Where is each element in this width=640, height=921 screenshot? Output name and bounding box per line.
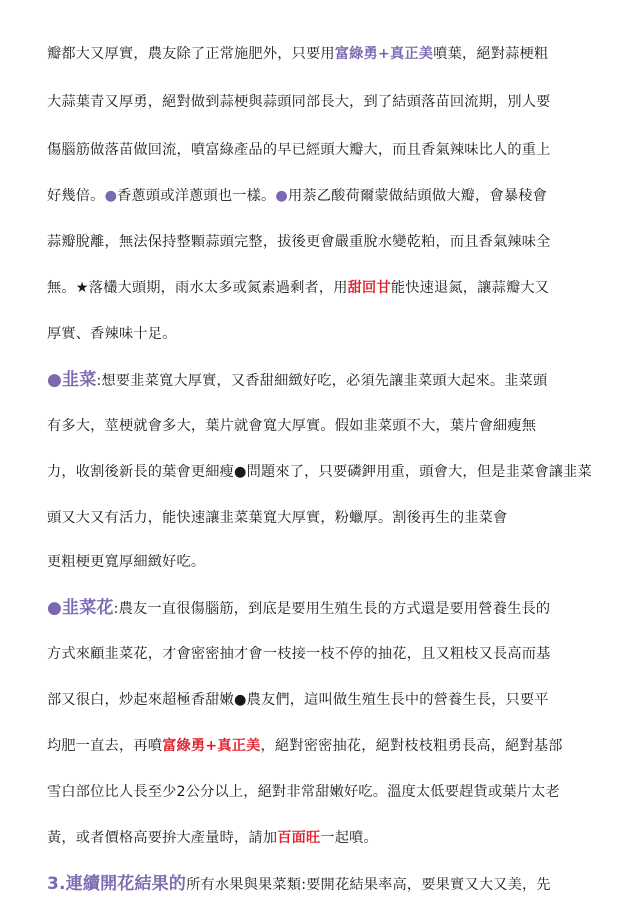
text-line: [47, 736, 563, 756]
highlighted-text: ●韭菜: [47, 370, 97, 390]
text-line: [47, 324, 177, 344]
highlighted-text: ●: [104, 188, 118, 204]
highlighted-text: 百面旺: [277, 830, 321, 846]
text-line: [47, 690, 549, 710]
body-text: 噴葉，絕對蒜梗粗: [433, 46, 549, 62]
text-line: [47, 782, 560, 802]
body-text: ，絕對密密抽花，絕對枝枝粗勇長高，絕對基部: [260, 738, 563, 754]
highlighted-text: 甜回甘: [347, 280, 391, 296]
text-line: [47, 140, 551, 160]
text-line: [47, 508, 507, 528]
highlighted-text: 3.連續開花結果的: [47, 874, 187, 894]
body-text: 無。★落欉大頭期，雨水太多或氮素過剩者，用: [47, 280, 348, 296]
body-text: 更粗梗更寬厚細緻好吃。: [47, 554, 206, 570]
highlighted-text: 富綠勇+真正美: [334, 46, 434, 62]
text-line: [47, 278, 549, 298]
body-text: 頭又大又有活力，能快速讓韭菜葉寬大厚實，粉蠟厚。割後再生的韭菜會: [47, 510, 508, 526]
text-line: [47, 92, 551, 112]
text-line: [47, 370, 547, 391]
body-text: 力，收割後新長的葉會更細瘦●問題來了，只要磷鉀用重，頭會大，但是韭菜會讓韭菜: [47, 464, 592, 480]
body-text: 黃，或者價格高要拚大產量時，請加: [47, 830, 278, 846]
text-line: [47, 416, 536, 436]
body-text: 所有水果與果菜類:要開花結果率高，要果實又大又美，先: [186, 877, 551, 893]
highlighted-text: ●: [275, 188, 289, 204]
body-text: 部又很白，炒起來超極香甜嫩●農友們，這叫做生殖生長中的營養生長，只要平: [47, 692, 549, 708]
body-text: 厚實、香辣味十足。: [47, 326, 177, 342]
body-text: 均肥一直去，再噴: [47, 738, 163, 754]
body-text: 蒜瓣脫離，無法保持整顆蒜頭完整，拔後更會嚴重脫水變乾粕，而且香氣辣味全: [47, 234, 551, 250]
body-text: 有多大，莖梗就會多大，葉片就會寬大厚實。假如韭菜頭不大，葉片會細瘦無: [47, 418, 537, 434]
body-text: 能快速退氮，讓蒜瓣大又: [390, 280, 550, 296]
text-line: [47, 874, 551, 895]
body-text: 好幾倍。: [47, 188, 105, 204]
body-text: :農友一直很傷腦筋，到底是要用生殖生長的方式還是要用營養生長的: [113, 601, 551, 617]
body-text: 方式來顧韭菜花，才會密密抽才會一枝接一枝不停的抽花，且又粗枝又長高而基: [47, 646, 551, 662]
body-text: 傷腦筋做落苗做回流，噴富綠產品的早已經頭大瓣大，而且香氣辣味比人的重上: [47, 142, 551, 158]
body-text: 雪白部位比人長至少2公分以上，絕對非常甜嫩好吃。溫度太低要趕貨或葉片太老: [47, 784, 560, 800]
body-text: :想要韭菜寬大厚實，又香甜細緻好吃，必須先讓韭菜頭大起來。韭菜頭: [96, 373, 548, 389]
text-line: [47, 44, 548, 64]
body-text: 用萘乙酸荷爾蒙做結頭做大瓣，會暴稜會: [288, 188, 547, 204]
text-line: [47, 232, 551, 252]
highlighted-text: ●韭菜花: [47, 598, 114, 618]
body-text: 一起噴。: [320, 830, 378, 846]
text-line: [47, 462, 592, 482]
text-line: [47, 186, 547, 206]
highlighted-text: 富綠勇+真正美: [162, 738, 261, 754]
body-text: 大蒜葉青又厚勇，絕對做到蒜梗與蒜頭同部長大，到了結頭落苗回流期，別人要: [47, 94, 551, 110]
body-text: 香蔥頭或洋蔥頭也一樣。: [117, 188, 276, 204]
text-line: [47, 644, 551, 664]
text-line: [47, 598, 550, 619]
text-line: [47, 552, 205, 572]
text-line: [47, 828, 378, 848]
body-text: 瓣都大又厚實，農友除了正常施肥外，只要用: [47, 46, 335, 62]
